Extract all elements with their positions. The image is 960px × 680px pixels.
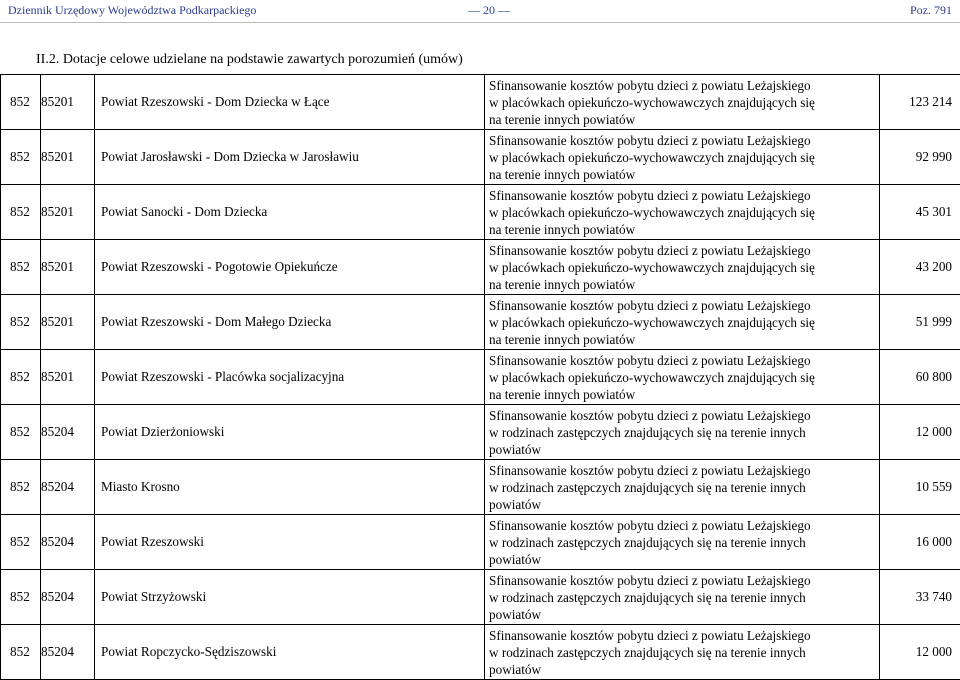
grant-amount: 123 214	[909, 94, 952, 109]
rozdzial-code: 85201	[41, 259, 74, 274]
recipient-cell	[95, 185, 485, 240]
amount-cell	[880, 240, 960, 295]
journal-title: Dziennik Urzędowy Województwa Podkarpackiego	[8, 3, 256, 18]
amount-cell	[880, 460, 960, 515]
recipient-name: Powiat Rzeszowski - Placówka socjalizacyjna	[101, 369, 344, 384]
dzial-cell	[1, 405, 41, 460]
description-line: Sfinansowanie kosztów pobytu dzieci z powiatu Leżajskiego	[489, 462, 879, 479]
description-cell	[485, 515, 880, 570]
description-line: w rodzinach zastępczych znajdujących się na terenie innych	[489, 534, 879, 551]
amount-cell	[880, 185, 960, 240]
description-line: w placówkach opiekuńczo-wychowawczych znajdujących się	[489, 204, 879, 221]
table-row	[1, 460, 960, 515]
grant-amount: 33 740	[916, 589, 952, 604]
grant-amount: 16 000	[916, 534, 952, 549]
rozdzial-code: 85201	[41, 94, 74, 109]
grant-amount: 10 559	[916, 479, 952, 494]
description-line: w rodzinach zastępczych znajdujących się na terenie innych	[489, 479, 879, 496]
grants-table-body	[1, 75, 960, 680]
description-line: Sfinansowanie kosztów pobytu dzieci z powiatu Leżajskiego	[489, 407, 879, 424]
recipient-name: Miasto Krosno	[101, 479, 180, 494]
dzial-cell	[1, 295, 41, 350]
description-line: Sfinansowanie kosztów pobytu dzieci z powiatu Leżajskiego	[489, 517, 879, 534]
page-header	[0, 0, 960, 23]
description-line: w placówkach opiekuńczo-wychowawczych znajdujących się	[489, 314, 879, 331]
grant-amount: 92 990	[916, 149, 952, 164]
dzial-cell	[1, 75, 41, 130]
rozdzial-code: 85204	[41, 589, 74, 604]
description-line: Sfinansowanie kosztów pobytu dzieci z powiatu Leżajskiego	[489, 132, 879, 149]
dzial-cell	[1, 130, 41, 185]
description-line: Sfinansowanie kosztów pobytu dzieci z powiatu Leżajskiego	[489, 187, 879, 204]
rozdzial-cell	[41, 460, 95, 515]
table-row	[1, 240, 960, 295]
recipient-name: Powiat Rzeszowski - Dom Dziecka w Łące	[101, 94, 330, 109]
dzial-cell	[1, 240, 41, 295]
description-cell	[485, 460, 880, 515]
grant-amount: 45 301	[916, 204, 952, 219]
description-cell	[485, 295, 880, 350]
dzial-cell	[1, 350, 41, 405]
dzial-cell	[1, 625, 41, 680]
description-line: Sfinansowanie kosztów pobytu dzieci z powiatu Leżajskiego	[489, 242, 879, 259]
table-row	[1, 185, 960, 240]
dzial-cell	[1, 185, 41, 240]
recipient-name: Powiat Rzeszowski	[101, 534, 204, 549]
dzial-code: 852	[10, 424, 30, 439]
grant-amount: 51 999	[916, 314, 952, 329]
grant-amount: 12 000	[916, 424, 952, 439]
rozdzial-cell	[41, 130, 95, 185]
description-line: w placówkach opiekuńczo-wychowawczych znajdujących się	[489, 149, 879, 166]
table-row	[1, 130, 960, 185]
amount-cell	[880, 570, 960, 625]
description-line: Sfinansowanie kosztów pobytu dzieci z powiatu Leżajskiego	[489, 297, 879, 314]
recipient-name: Powiat Rzeszowski - Dom Małego Dziecka	[101, 314, 331, 329]
recipient-cell	[95, 295, 485, 350]
amount-cell	[880, 625, 960, 680]
recipient-name: Powiat Rzeszowski - Pogotowie Opiekuńcze	[101, 259, 338, 274]
recipient-cell	[95, 350, 485, 405]
table-row	[1, 625, 960, 680]
description-line: Sfinansowanie kosztów pobytu dzieci z powiatu Leżajskiego	[489, 627, 879, 644]
rozdzial-cell	[41, 350, 95, 405]
recipient-name: Powiat Dzierżoniowski	[101, 424, 224, 439]
recipient-cell	[95, 75, 485, 130]
dzial-cell	[1, 460, 41, 515]
dzial-code: 852	[10, 259, 30, 274]
dzial-code: 852	[10, 644, 30, 659]
dzial-cell	[1, 515, 41, 570]
recipient-cell	[95, 625, 485, 680]
rozdzial-cell	[41, 295, 95, 350]
table-row	[1, 350, 960, 405]
recipient-cell	[95, 460, 485, 515]
rozdzial-code: 85201	[41, 369, 74, 384]
description-line: powiatów	[489, 496, 879, 513]
recipient-cell	[95, 130, 485, 185]
description-line: na terenie innych powiatów	[489, 276, 879, 293]
description-line: w rodzinach zastępczych znajdujących się na terenie innych	[489, 589, 879, 606]
description-line: w placówkach opiekuńczo-wychowawczych znajdujących się	[489, 259, 879, 276]
description-cell	[485, 75, 880, 130]
grant-amount: 43 200	[916, 259, 952, 274]
dzial-code: 852	[10, 149, 30, 164]
description-line: na terenie innych powiatów	[489, 221, 879, 238]
amount-cell	[880, 130, 960, 185]
dzial-code: 852	[10, 534, 30, 549]
description-line: Sfinansowanie kosztów pobytu dzieci z powiatu Leżajskiego	[489, 572, 879, 589]
amount-cell	[880, 295, 960, 350]
recipient-cell	[95, 240, 485, 295]
grants-table	[0, 74, 960, 680]
rozdzial-code: 85204	[41, 534, 74, 549]
description-line: na terenie innych powiatów	[489, 331, 879, 348]
amount-cell	[880, 350, 960, 405]
description-line: na terenie innych powiatów	[489, 111, 879, 128]
description-line: w rodzinach zastępczych znajdujących się na terenie innych	[489, 644, 879, 661]
rozdzial-cell	[41, 625, 95, 680]
table-row	[1, 75, 960, 130]
position-number: Poz. 791	[910, 3, 952, 18]
grant-amount: 60 800	[916, 369, 952, 384]
amount-cell	[880, 515, 960, 570]
rozdzial-cell	[41, 75, 95, 130]
rozdzial-code: 85201	[41, 204, 74, 219]
description-cell	[485, 240, 880, 295]
dzial-code: 852	[10, 479, 30, 494]
rozdzial-code: 85201	[41, 149, 74, 164]
description-cell	[485, 625, 880, 680]
recipient-cell	[95, 405, 485, 460]
description-line: w placówkach opiekuńczo-wychowawczych znajdujących się	[489, 94, 879, 111]
dzial-code: 852	[10, 314, 30, 329]
description-line: powiatów	[489, 661, 879, 678]
rozdzial-code: 85204	[41, 479, 74, 494]
dzial-code: 852	[10, 204, 30, 219]
recipient-cell	[95, 515, 485, 570]
recipient-name: Powiat Sanocki - Dom Dziecka	[101, 204, 267, 219]
grant-amount: 12 000	[916, 644, 952, 659]
rozdzial-cell	[41, 515, 95, 570]
recipient-cell	[95, 570, 485, 625]
rozdzial-code: 85201	[41, 314, 74, 329]
description-line: na terenie innych powiatów	[489, 386, 879, 403]
dzial-code: 852	[10, 589, 30, 604]
rozdzial-cell	[41, 405, 95, 460]
page-number: — 20 —	[468, 3, 510, 18]
amount-cell	[880, 75, 960, 130]
description-line: na terenie innych powiatów	[489, 166, 879, 183]
table-row	[1, 515, 960, 570]
dzial-code: 852	[10, 94, 30, 109]
description-line: Sfinansowanie kosztów pobytu dzieci z powiatu Leżajskiego	[489, 77, 879, 94]
table-row	[1, 570, 960, 625]
description-cell	[485, 185, 880, 240]
rozdzial-code: 85204	[41, 644, 74, 659]
rozdzial-code: 85204	[41, 424, 74, 439]
table-row	[1, 405, 960, 460]
amount-cell	[880, 405, 960, 460]
recipient-name: Powiat Ropczycko-Sędziszowski	[101, 644, 276, 659]
recipient-name: Powiat Strzyżowski	[101, 589, 206, 604]
description-line: powiatów	[489, 606, 879, 623]
dzial-code: 852	[10, 369, 30, 384]
rozdzial-cell	[41, 240, 95, 295]
rozdzial-cell	[41, 570, 95, 625]
description-line: w placówkach opiekuńczo-wychowawczych znajdujących się	[489, 369, 879, 386]
description-cell	[485, 350, 880, 405]
dzial-cell	[1, 570, 41, 625]
description-line: w rodzinach zastępczych znajdujących się na terenie innych	[489, 424, 879, 441]
description-line: powiatów	[489, 551, 879, 568]
description-line: Sfinansowanie kosztów pobytu dzieci z powiatu Leżajskiego	[489, 352, 879, 369]
rozdzial-cell	[41, 185, 95, 240]
section-title: II.2. Dotacje celowe udzielane na podstawie zawartych porozumień (umów)	[36, 52, 463, 68]
table-row	[1, 295, 960, 350]
description-cell	[485, 130, 880, 185]
description-line: powiatów	[489, 441, 879, 458]
description-cell	[485, 570, 880, 625]
recipient-name: Powiat Jarosławski - Dom Dziecka w Jarosławiu	[101, 149, 359, 164]
description-cell	[485, 405, 880, 460]
